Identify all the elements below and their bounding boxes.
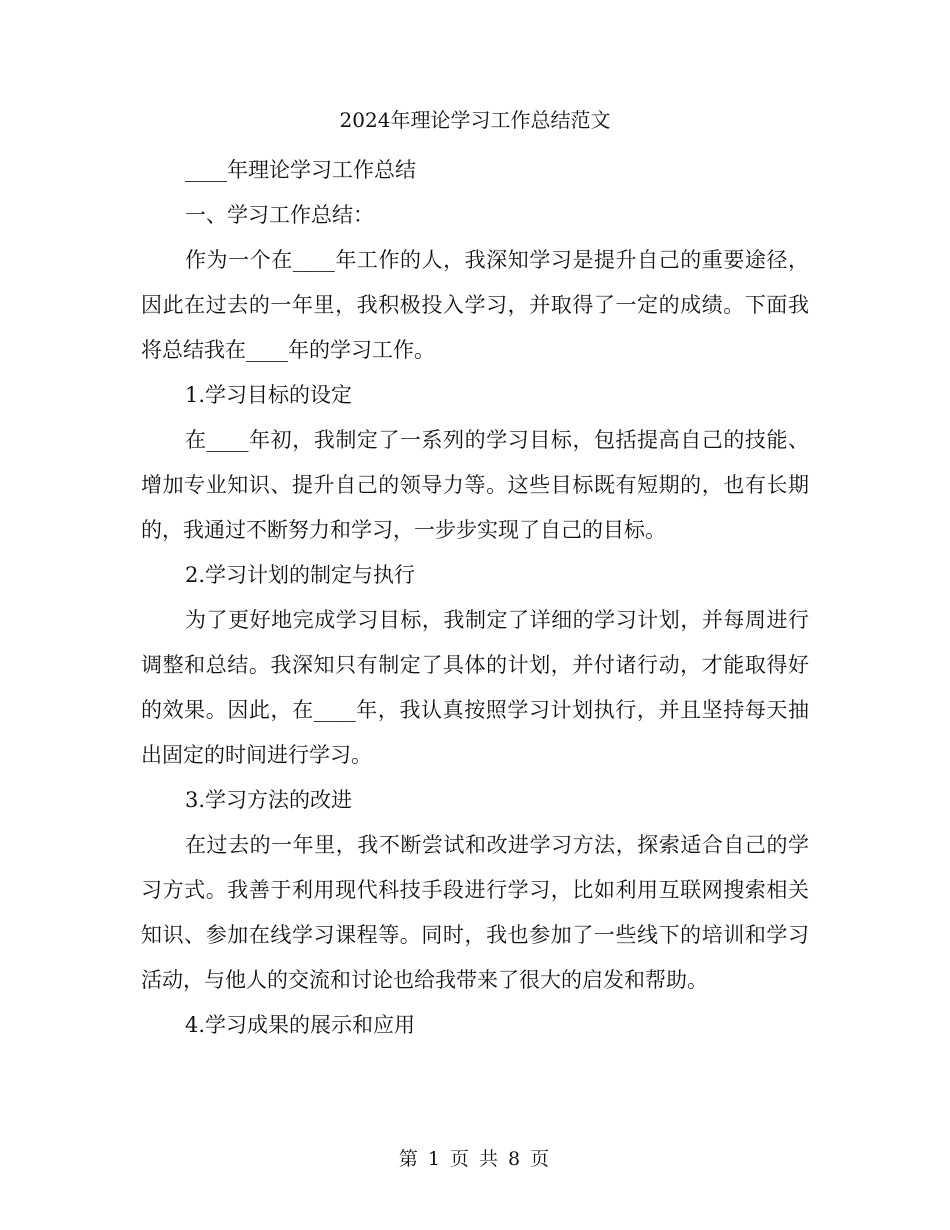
paragraph-method-improvement: 在过去的一年里，我不断尝试和改进学习方法，探索适合自己的学习方式。我善于利用现代科技手段进行学习，比如利用互联网搜索相关知识、参加在线学习课程等。同时，我也参加了一些线下的培训和学习活动，与他人的交流和讨论也给我带来了很大的启发和帮助。 — [141, 833, 809, 992]
subheading-method-improvement: 3.学习方法的改进 — [185, 788, 353, 812]
section-heading-year-summary: ____年理论学习工作总结 — [185, 158, 416, 182]
subheading-results-application: 4.学习成果的展示和应用 — [185, 1013, 416, 1037]
section-heading-study-summary: 一、学习工作总结： — [185, 203, 374, 227]
page-number-footer: 第 1 页 共 8 页 — [398, 1148, 552, 1170]
paragraph-intro: 作为一个在____年工作的人，我深知学习是提升自己的重要途径，因此在过去的一年里，我积极投入学习，并取得了一定的成绩。下面我将总结我在____年的学习工作。 — [141, 248, 809, 362]
subheading-goal-setting: 1.学习目标的设定 — [185, 383, 353, 407]
subheading-plan-execution: 2.学习计划的制定与执行 — [185, 563, 416, 587]
document-title: 2024年理论学习工作总结范文 — [339, 108, 611, 132]
paragraph-plan-execution: 为了更好地完成学习目标，我制定了详细的学习计划，并每周进行调整和总结。我深知只有制定了具体的计划，并付诸行动，才能取得好的效果。因此，在____年，我认真按照学习计划执行，并且坚持每天抽出固定的时间进行学习。 — [141, 608, 809, 767]
document-body — [141, 100, 809, 1048]
paragraph-goal-setting: 在____年初，我制定了一系列的学习目标，包括提高自己的技能、增加专业知识、提升自己的领导力等。这些目标既有短期的，也有长期的，我通过不断努力和学习，一步步实现了自己的目标。 — [141, 428, 809, 542]
